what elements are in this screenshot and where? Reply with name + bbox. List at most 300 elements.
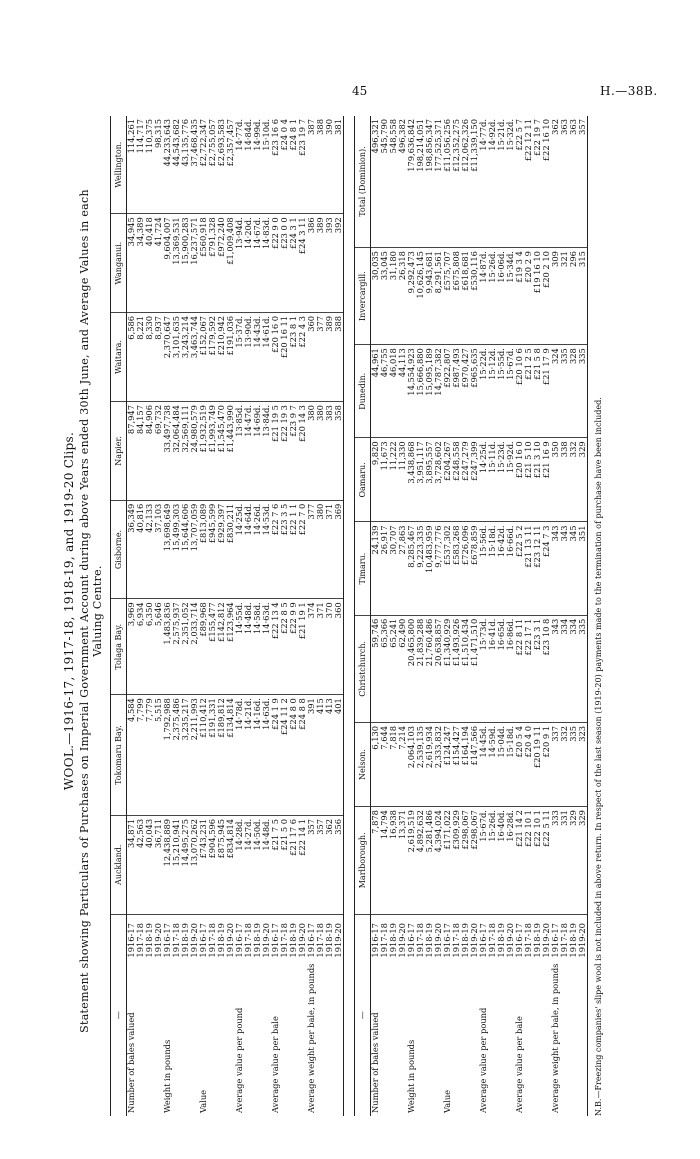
value-cell: £21 19 5 <box>271 402 280 501</box>
value-cell: £24 0 4 <box>280 116 289 214</box>
value-cell: 14·77d. <box>479 116 488 248</box>
value-cell: 309 <box>551 248 560 345</box>
value-cell: 14,554,923 <box>407 345 416 438</box>
value-cell: 390 <box>325 116 334 214</box>
value-cell: 371 <box>325 500 334 599</box>
value-cell: £189,812 <box>217 695 226 816</box>
row-label: Value <box>442 1089 452 1113</box>
value-cell: £24 8 8 <box>298 695 307 816</box>
value-cell: 14·63d. <box>262 695 271 816</box>
value-cell: 32,569,111 <box>181 402 190 501</box>
value-cell: 13·94d. <box>235 214 244 313</box>
value-cell: 13,070,262 <box>190 815 199 914</box>
value-cell: 15·18d. <box>488 522 497 615</box>
value-cell: £22 10 1 <box>524 807 533 914</box>
value-cell: 15,210,941 <box>172 815 181 914</box>
value-cell: £164,194 <box>461 722 470 806</box>
year-cell: 1919-20 <box>505 923 515 958</box>
value-cell: 40,418 <box>145 214 154 313</box>
value-cell: 15·32d. <box>506 116 515 248</box>
value-cell: £11,339,150 <box>470 116 479 248</box>
row-label <box>524 961 533 1116</box>
value-cell: 380 <box>316 500 325 599</box>
value-cell: 15·34d. <box>506 248 515 345</box>
value-cell: £743,231 <box>199 815 208 914</box>
value-cell: £142,812 <box>217 599 226 695</box>
year-cell: 1916-17 <box>442 923 452 958</box>
value-cell: 9,820 <box>371 438 381 522</box>
value-cell: £22 1 1 <box>289 500 298 599</box>
value-cell: £24 3 11 <box>298 214 307 313</box>
value-cell: 393 <box>325 214 334 313</box>
value-cell: 30,035 <box>371 248 381 345</box>
value-cell: £1,932,519 <box>199 402 208 501</box>
value-cell: £20 5 4 <box>515 722 524 806</box>
value-cell: 14,787,382 <box>434 345 443 438</box>
value-cell: 7,818 <box>389 722 398 806</box>
value-cell: 548,558 <box>389 116 398 248</box>
year-cell: 1916-17 <box>270 923 280 958</box>
header-row <box>355 116 371 1116</box>
value-cell: £22 12 11 <box>524 116 533 248</box>
row-label <box>569 961 578 1116</box>
row-label <box>497 961 506 1116</box>
value-cell: 357 <box>316 815 325 914</box>
value-cell: £945,599 <box>208 500 217 599</box>
value-cell: 7,799 <box>136 695 145 816</box>
value-cell: 5,281,486 <box>425 807 434 914</box>
value-cell: 321 <box>560 248 569 345</box>
value-cell: 15·26d. <box>488 807 497 914</box>
footnote: N.B.—Freezing companies' slipe wool is not included in above return. In respect of the last season (1919-20) payments made to the termination of purchase have been included. <box>594 397 603 1116</box>
value-cell: 15,666,880 <box>416 345 425 438</box>
value-cell: £675,808 <box>452 248 461 345</box>
row-label <box>208 961 217 1116</box>
value-cell: 345 <box>569 522 578 615</box>
value-cell: 59,746 <box>371 615 381 722</box>
column-header: Invercargill. <box>355 248 371 345</box>
value-cell: £965,635 <box>470 345 479 438</box>
year-cell: 1917-18 <box>171 923 181 958</box>
value-cell: 15,900,283 <box>181 214 190 313</box>
value-cell: 324 <box>551 345 560 438</box>
value-cell: £1,510,434 <box>461 615 470 722</box>
value-cell: £19 16 10 <box>533 248 542 345</box>
value-cell: 16·42d. <box>497 522 506 615</box>
value-cell: £21 2 5 <box>524 345 533 438</box>
value-cell: £22 7 6 <box>271 500 280 599</box>
value-cell: 377 <box>307 500 316 599</box>
column-header: Auckland. <box>111 815 127 914</box>
value-cell: 20,638,857 <box>434 615 443 722</box>
wool-table-south <box>354 116 588 1116</box>
value-cell: £23 0 0 <box>280 214 289 313</box>
value-cell: £24 1 9 <box>271 695 280 816</box>
value-cell: 13,707,059 <box>190 500 199 599</box>
value-cell: 380 <box>307 402 316 501</box>
value-cell: 26,917 <box>380 522 389 615</box>
value-cell: 2,333,832 <box>434 722 443 806</box>
value-cell: 14·84d. <box>244 116 253 214</box>
value-cell: 296 <box>569 248 578 345</box>
value-cell: 3,951,117 <box>416 438 425 522</box>
value-cell: £23 9 7 <box>289 402 298 501</box>
value-cell: 30,707 <box>389 522 398 615</box>
year-cell: 1918-19 <box>144 923 154 958</box>
year-cell: 1917-18 <box>523 923 533 958</box>
value-cell: £21 17 9 <box>542 345 551 438</box>
value-cell: 14,794 <box>380 807 389 914</box>
value-cell: 496,382 <box>398 116 407 248</box>
value-cell: £298,067 <box>461 807 470 914</box>
row-label <box>172 961 181 1116</box>
row-label: Average value per pound <box>234 1007 244 1113</box>
value-cell: £1,545,470 <box>217 402 226 501</box>
value-cell: 315 <box>578 248 588 345</box>
value-cell: £2,693,583 <box>217 116 226 214</box>
page-number: 45 <box>352 84 368 98</box>
value-cell: 36,711 <box>154 815 163 914</box>
value-cell: £22 10 1 <box>533 807 542 914</box>
year-cell: 1918-19 <box>288 923 298 958</box>
value-cell: 36,349 <box>127 500 137 599</box>
table-row <box>334 116 344 1116</box>
year-cell: 1916-17 <box>126 923 136 958</box>
year-cell: 1919-20 <box>225 923 235 958</box>
value-cell: 114,261 <box>127 116 137 214</box>
value-cell: £124,247 <box>443 722 452 806</box>
year-cell: 1917-18 <box>379 923 389 958</box>
value-cell: 2,211,993 <box>190 695 199 816</box>
row-label <box>389 961 398 1116</box>
year-cell: 1919-20 <box>334 914 344 961</box>
year-cell: 1916-17 <box>550 923 560 958</box>
value-cell: 360 <box>307 312 316 401</box>
value-cell: 9,292,473 <box>407 248 416 345</box>
row-label: Weight in pounds <box>162 1039 172 1113</box>
value-cell: 14·83d. <box>262 214 271 313</box>
row-label: Number of bales valued <box>370 1012 380 1113</box>
year-cell: 1916-17 <box>306 923 316 958</box>
row-label <box>380 961 389 1116</box>
row-label: Average value per bale <box>514 1016 524 1113</box>
value-cell: £22 5 11 <box>542 807 551 914</box>
row-label <box>533 961 542 1116</box>
value-cell: 15,095,189 <box>425 345 434 438</box>
value-cell: 14,495,275 <box>181 815 190 914</box>
value-cell: 357 <box>307 815 316 914</box>
value-cell: 388 <box>334 312 344 401</box>
value-cell: 9,777,776 <box>434 522 443 615</box>
value-cell: £987,493 <box>452 345 461 438</box>
row-label <box>325 961 334 1116</box>
value-cell: £20 9 1 <box>542 722 551 806</box>
value-cell: 15·18d. <box>506 722 515 806</box>
year-cell: 1918-19 <box>424 923 434 958</box>
value-cell: 15·92d. <box>506 438 515 522</box>
year-cell: 1916-17 <box>514 923 524 958</box>
value-cell: 370 <box>325 599 334 695</box>
value-cell: 44,233,643 <box>163 116 172 214</box>
value-cell: £22 8 11 <box>515 615 524 722</box>
value-cell: £1,493,926 <box>452 615 461 722</box>
value-cell: £834,814 <box>226 815 235 914</box>
value-cell: 369 <box>334 500 344 599</box>
value-cell: £152,067 <box>199 312 208 401</box>
value-cell: £583,268 <box>452 522 461 615</box>
value-cell: 3,101,635 <box>172 312 181 401</box>
value-cell: 14·28d. <box>235 815 244 914</box>
value-cell: £24 8 1 <box>289 116 298 214</box>
value-cell: 334 <box>560 615 569 722</box>
value-cell: £210,942 <box>217 312 226 401</box>
value-cell: 3,969 <box>127 599 137 695</box>
value-cell: £23 3 1 <box>533 615 542 722</box>
value-cell: £23 12 11 <box>533 522 542 615</box>
statement-subtitle-cont: Valuing Centre. <box>91 565 104 657</box>
value-cell: 2,375,486 <box>172 695 181 816</box>
value-cell: 377 <box>316 312 325 401</box>
row-label <box>217 961 226 1116</box>
value-cell: 3,243,214 <box>181 312 190 401</box>
value-cell: 5,515 <box>154 695 163 816</box>
year-cell: 1918-19 <box>216 923 226 958</box>
year-cell: 1919-20 <box>397 923 407 958</box>
value-cell: 15·56d. <box>479 522 488 615</box>
value-cell: 16,237,571 <box>190 214 199 313</box>
value-cell: 14·21d. <box>244 695 253 816</box>
year-cell: 1916-17 <box>370 923 380 958</box>
value-cell: 343 <box>560 522 569 615</box>
value-cell: £20 16 11 <box>280 312 289 401</box>
value-cell: 14·25d. <box>235 500 244 599</box>
wool-table-north <box>110 116 344 1116</box>
value-cell: £24 8 0 <box>289 695 298 816</box>
value-cell: 65,366 <box>380 615 389 722</box>
value-cell: 357 <box>578 116 588 248</box>
row-label <box>334 961 344 1116</box>
value-cell: £1,009,408 <box>226 214 235 313</box>
column-header: Tolaga Bay. <box>111 599 127 695</box>
value-cell: 34,871 <box>127 815 137 914</box>
value-cell: 21,839,288 <box>416 615 425 722</box>
value-cell: 1,792,988 <box>163 695 172 816</box>
value-cell: 389 <box>316 214 325 313</box>
value-cell: 16·28d. <box>506 807 515 914</box>
value-cell: 15·10d. <box>262 116 271 214</box>
year-cell: 1916-17 <box>234 923 244 958</box>
value-cell: 15·23d. <box>497 438 506 522</box>
column-header: Waitara. <box>111 312 127 401</box>
column-header: Tokomaru Bay. <box>111 695 127 816</box>
value-cell: 16·65d. <box>497 615 506 722</box>
value-cell: 335 <box>560 345 569 438</box>
value-cell: 6,934 <box>136 599 145 695</box>
value-cell: 334 <box>569 615 578 722</box>
value-cell: £22 4 3 <box>298 312 307 401</box>
year-cell: 1916-17 <box>406 923 416 958</box>
value-cell: 323 <box>578 722 588 806</box>
header-row <box>111 116 127 1116</box>
value-cell: 387 <box>307 116 316 214</box>
row-label <box>461 961 470 1116</box>
year-cell: 1916-17 <box>162 923 172 958</box>
value-cell: 380 <box>316 402 325 501</box>
value-cell: £2,755,057 <box>208 116 217 214</box>
row-label <box>181 961 190 1116</box>
value-cell: £22 5 2 <box>515 522 524 615</box>
value-cell: 10,626,145 <box>416 248 425 345</box>
value-cell: £11,056,256 <box>443 116 452 248</box>
value-cell: £21 17 6 <box>289 815 298 914</box>
value-cell: 14·63d. <box>262 599 271 695</box>
value-cell: 8,285,467 <box>407 522 416 615</box>
value-cell: 15·21d. <box>497 116 506 248</box>
value-cell: £830,211 <box>226 500 235 599</box>
value-cell: £22 9 9 <box>289 599 298 695</box>
column-header: Oamaru. <box>355 438 371 522</box>
value-cell: 14·87d. <box>479 248 488 345</box>
value-cell: 413 <box>325 695 334 816</box>
value-cell: £20 16 0 <box>271 312 280 401</box>
year-cell: 1917-18 <box>243 923 253 958</box>
value-cell: 33,045 <box>380 248 389 345</box>
value-cell: 16·40d. <box>497 807 506 914</box>
value-cell: £154,427 <box>452 722 461 806</box>
value-cell: £22 9 0 <box>271 214 280 313</box>
value-cell: 65,241 <box>389 615 398 722</box>
value-cell: £22 7 0 <box>298 500 307 599</box>
value-cell: 84,906 <box>145 402 154 501</box>
value-cell: 16·41d. <box>488 615 497 722</box>
value-cell: £22 13 4 <box>271 599 280 695</box>
statement-subtitle: Statement showing Particulars of Purchases on Imperial Government Account during above Years ended 30th June, and Average Values in each <box>78 189 91 1033</box>
value-cell: 198,214,051 <box>416 116 425 248</box>
value-cell: £21 5 10 <box>524 438 533 522</box>
header-blank: — <box>111 914 127 1116</box>
column-header: Timaru. <box>355 522 371 615</box>
value-cell: £110,412 <box>199 695 208 816</box>
value-cell: 8,937 <box>154 312 163 401</box>
value-cell: £20 10 6 <box>515 345 524 438</box>
value-cell: £298,067 <box>470 807 479 914</box>
value-cell: £726,096 <box>461 522 470 615</box>
value-cell: 15·04d. <box>497 722 506 806</box>
year-cell: 1919-20 <box>433 923 443 958</box>
year-cell: 1918-19 <box>180 923 190 958</box>
value-cell: 37,468,435 <box>190 116 199 214</box>
value-cell: 69,732 <box>154 402 163 501</box>
value-cell: 15·22d. <box>479 345 488 438</box>
value-cell: 14·58d. <box>253 599 262 695</box>
row-label: Weight in pounds <box>406 1039 416 1113</box>
value-cell: 3,438,868 <box>407 438 416 522</box>
value-cell: 362 <box>325 815 334 914</box>
value-cell: £204,267 <box>443 438 452 522</box>
value-cell: £22 19 3 <box>280 402 289 501</box>
year-cell: 1918-19 <box>388 923 398 958</box>
value-cell: 114,717 <box>136 116 145 214</box>
value-cell: 198,856,347 <box>425 116 434 248</box>
value-cell: £22 14 1 <box>298 815 307 914</box>
value-cell: 14·64d. <box>244 500 253 599</box>
value-cell: 8,330 <box>145 312 154 401</box>
value-cell: £20 19 11 <box>533 722 542 806</box>
value-cell: 3,728,602 <box>434 438 443 522</box>
year-cell: 1917-18 <box>135 923 145 958</box>
statement-title: WOOL.—1916-17, 1917-18, 1918-19, and 1919-20 Clips. <box>62 431 76 791</box>
value-cell: 43,135,776 <box>181 116 190 214</box>
value-cell: 15·11d. <box>488 438 497 522</box>
value-cell: 381 <box>334 116 344 214</box>
value-cell: £904,596 <box>208 815 217 914</box>
value-cell: £12,352,275 <box>452 116 461 248</box>
value-cell: 4,892,632 <box>416 807 425 914</box>
value-cell: 333 <box>551 807 560 914</box>
value-cell: 356 <box>334 815 344 914</box>
column-header: Wanganui. <box>111 214 127 313</box>
value-cell: 360 <box>334 599 344 695</box>
year-cell: 1919-20 <box>469 923 479 958</box>
value-cell: £147,566 <box>470 722 479 806</box>
value-cell: 2,619,519 <box>407 807 416 914</box>
value-cell: 3,463,744 <box>190 312 199 401</box>
value-cell: £24 7 3 <box>542 522 551 615</box>
value-cell: 358 <box>334 402 344 501</box>
value-cell: 14·61d. <box>262 312 271 401</box>
value-cell: 14·27d. <box>244 815 253 914</box>
value-cell: 15·67d. <box>506 345 515 438</box>
value-cell: £22 8 5 <box>280 599 289 695</box>
value-cell: 14·55d. <box>235 599 244 695</box>
year-cell: 1917-18 <box>315 923 325 958</box>
value-cell: £179,592 <box>208 312 217 401</box>
value-cell: 11,222 <box>389 438 398 522</box>
value-cell: 62,490 <box>398 615 407 722</box>
value-cell: 2,064,103 <box>407 722 416 806</box>
column-header: Gisborne. <box>111 500 127 599</box>
value-cell: 337 <box>551 722 560 806</box>
value-cell: 14·78d. <box>235 695 244 816</box>
value-cell: £23 16 6 <box>271 116 280 214</box>
value-cell: 31,180 <box>389 248 398 345</box>
value-cell: 12,438,889 <box>163 815 172 914</box>
value-cell: 2,619,934 <box>425 722 434 806</box>
column-header: Nelson. <box>355 722 371 806</box>
value-cell: 13,371 <box>398 807 407 914</box>
value-cell: £19 3 4 <box>515 248 524 345</box>
value-cell: 13·90d. <box>244 312 253 401</box>
row-label <box>560 961 569 1116</box>
column-header: Christchurch. <box>355 615 371 722</box>
value-cell: £171,022 <box>443 807 452 914</box>
value-cell: £21 5 0 <box>280 815 289 914</box>
year-cell: 1917-18 <box>487 923 497 958</box>
value-cell: 5,646 <box>154 599 163 695</box>
value-cell: 84,157 <box>136 402 145 501</box>
value-cell: £972,240 <box>217 214 226 313</box>
year-cell: 1917-18 <box>451 923 461 958</box>
value-cell: £929,397 <box>217 500 226 599</box>
value-cell: £23 19 7 <box>298 116 307 214</box>
value-cell: 110,375 <box>145 116 154 214</box>
value-cell: £530,116 <box>470 248 479 345</box>
value-cell: £575,707 <box>443 248 452 345</box>
row-label <box>253 961 262 1116</box>
row-label <box>136 961 145 1116</box>
value-cell: 15·37d. <box>235 312 244 401</box>
value-cell: 351 <box>578 522 588 615</box>
